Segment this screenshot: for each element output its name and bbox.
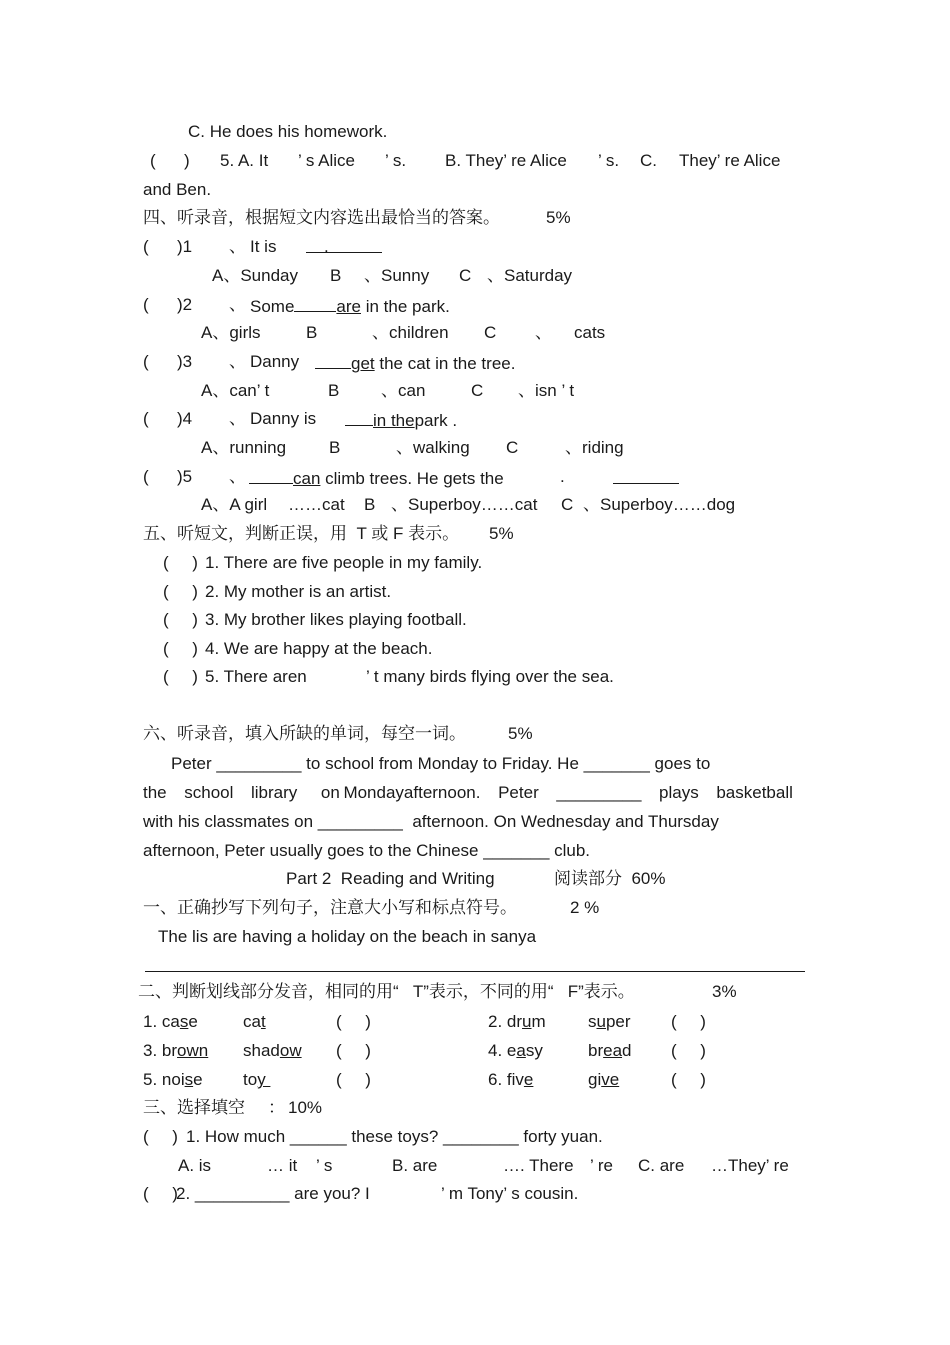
answer-paren: ( ) — [671, 1041, 706, 1060]
answer-paren: ( )3 — [143, 352, 193, 371]
option-c: 、Saturday — [487, 266, 573, 285]
option-a: ’ s — [316, 1156, 333, 1175]
answer-blank[interactable] — [613, 467, 679, 489]
option-c: They’ re Alice — [679, 151, 781, 170]
word-pair-left: 1. case — [143, 1012, 198, 1031]
option-b: 、children — [372, 323, 449, 342]
option-a: ……cat — [288, 495, 345, 514]
statement: 2. My mother is an artist. — [205, 582, 392, 601]
part-title: Part 2 Reading and Writing — [286, 869, 495, 888]
section-title: 五、听短文，判断正误，用 T 或 F 表示。 — [143, 524, 460, 543]
section-title: 一、正确抄写下列句子，注意大小写和标点符号。 — [143, 898, 517, 917]
answer-paren: ( ) — [163, 639, 198, 658]
question-text: can climb trees. He gets the — [249, 467, 504, 489]
answer-paren: ( )1 — [143, 237, 193, 256]
option-b: B. They’ re Alice — [445, 151, 567, 170]
statement: 1. There are five people in my family. — [205, 553, 483, 572]
option-continued: and Ben. — [143, 180, 212, 199]
copy-sentence: The lis are having a holiday on the beach in sanya — [158, 927, 537, 946]
passage-line: Peter _________ to school from Monday to Friday. He _______ goes to — [171, 754, 711, 773]
part-title-cn: 阅读部分 60% — [554, 869, 666, 888]
question-text: ’ m Tony’ s cousin. — [441, 1184, 579, 1203]
option-a: A、girls — [201, 323, 261, 342]
passage-line: with his classmates on _________ afternoon. On Wednesday and Thursday — [143, 812, 719, 831]
option-b: ’ s. — [598, 151, 620, 170]
option-b: 、Superboy……cat — [391, 495, 538, 514]
option-a: A、A girl — [201, 495, 268, 514]
answer-paren: ( )2 — [143, 295, 193, 314]
answer-paren: ( ) — [671, 1012, 706, 1031]
answer-paren: ( )5 — [143, 467, 193, 486]
option-b: B — [330, 266, 342, 285]
answer-paren: ( ) — [163, 582, 198, 601]
word: bread — [588, 1041, 632, 1060]
question-text: 5. A. It — [220, 151, 269, 170]
question-sep: 、 — [229, 409, 246, 428]
option-c: C. — [640, 151, 657, 170]
word: super — [588, 1012, 631, 1031]
word-pair-left: 3. brown — [143, 1041, 209, 1060]
option-b: B — [364, 495, 376, 514]
statement: 3. My brother likes playing football. — [205, 610, 467, 629]
option-c: 、riding — [565, 438, 624, 457]
question-sep: 、 — [229, 237, 246, 256]
word: give — [588, 1070, 620, 1089]
answer-paren: ( ) — [336, 1041, 371, 1060]
option-b: ’ re — [590, 1156, 613, 1175]
question-text: get the cat in the tree. — [315, 352, 515, 374]
answer-paren: ( ) — [163, 667, 198, 686]
option-a: A、Sunday — [212, 266, 298, 285]
option-c: 、isn ’ t — [518, 381, 575, 400]
option-c: 、Superboy……dog — [583, 495, 736, 514]
section-score: 2 % — [570, 898, 600, 917]
option-c: C. are — [638, 1156, 685, 1175]
option-c: C — [484, 323, 497, 342]
question-sep: 、 — [229, 352, 246, 371]
option-a: A、running — [201, 438, 287, 457]
section-score: 5% — [489, 524, 514, 543]
question-sep: 、 — [229, 295, 246, 314]
statement: ’ t many birds flying over the sea. — [366, 667, 614, 686]
passage-line: afternoon, Peter usually goes to the Chinese _______ club. — [143, 841, 591, 860]
answer-paren: ( ) — [336, 1012, 371, 1031]
option-a: A、can’ t — [201, 381, 270, 400]
section-score: 10% — [288, 1098, 323, 1117]
passage-line: the school library on Mondayafternoon. Peter _________ plays basketball — [143, 783, 793, 802]
section-title: 三、选择填空 — [143, 1098, 245, 1117]
option-b: B — [328, 381, 340, 400]
answer-paren: ( )4 — [143, 409, 193, 428]
option-c: …They’ re — [711, 1156, 789, 1175]
option-b: …. There — [503, 1156, 574, 1175]
option-a: A. is — [178, 1156, 212, 1175]
word: cat — [243, 1012, 266, 1031]
option-a: … it — [267, 1156, 298, 1175]
option-b: 、walking — [396, 438, 470, 457]
statement: 4. We are happy at the beach. — [205, 639, 433, 658]
answer-paren: ( ) — [143, 1127, 178, 1146]
answer-paren: ( ) — [336, 1070, 371, 1089]
answer-blank[interactable]: . — [306, 237, 382, 257]
answer-paren: ( ) — [143, 1184, 178, 1203]
option-c: C. He does his homework. — [188, 122, 388, 141]
option-c: C — [561, 495, 574, 514]
question-text: ’ s Alice — [298, 151, 356, 170]
writing-line[interactable] — [145, 971, 805, 972]
option-b: 、can — [381, 381, 426, 400]
question-text: 2. __________ are you? I — [176, 1184, 370, 1203]
option-c: C — [506, 438, 519, 457]
word-pair-right: 6. five — [488, 1070, 534, 1089]
section-score: 5% — [546, 208, 571, 227]
section-score: 5% — [508, 724, 533, 743]
answer-paren: ( ) — [671, 1070, 706, 1089]
option-c: cats — [574, 323, 606, 342]
section-title: 二、判断划线部分发音，相同的用“ T”表示，不同的用“ F”表示。 — [138, 982, 635, 1001]
statement: 5. There aren — [205, 667, 307, 686]
question-text: in thepark . — [345, 409, 457, 431]
answer-paren: ( ) — [163, 610, 198, 629]
section-title: 四、听录音，根据短文内容选出最恰当的答案。 — [143, 208, 500, 227]
option-c: C — [471, 381, 484, 400]
section-title: 六、听录音，填入所缺的单词，每空一词。 — [143, 724, 466, 743]
word-pair-right: 2. drum — [488, 1012, 546, 1031]
word-pair-left: 5. noise — [143, 1070, 203, 1089]
question-text: It is — [250, 237, 277, 256]
question-sep: 、 — [229, 467, 246, 486]
option-b: 、Sunny — [364, 266, 430, 285]
question-text: Danny is — [250, 409, 317, 428]
option-c: C — [459, 266, 472, 285]
question-text: ’ s. — [385, 151, 407, 170]
section-title: ： — [268, 1098, 285, 1117]
answer-paren: ( ) — [150, 151, 190, 170]
question-text: . — [560, 467, 565, 486]
word: toy — [243, 1070, 271, 1089]
option-c: 、 — [535, 323, 552, 342]
section-score: 3% — [712, 982, 737, 1001]
word-pair-right: 4. easy — [488, 1041, 543, 1060]
option-b: B — [306, 323, 318, 342]
answer-paren: ( ) — [163, 553, 198, 572]
option-b: B — [329, 438, 341, 457]
option-b: B. are — [392, 1156, 438, 1175]
question-text: 1. How much ______ these toys? ________ forty yuan. — [186, 1127, 603, 1146]
question-text: Some are in the park. — [250, 297, 450, 316]
question-text: Danny — [250, 352, 300, 371]
word: shadow — [243, 1041, 302, 1060]
